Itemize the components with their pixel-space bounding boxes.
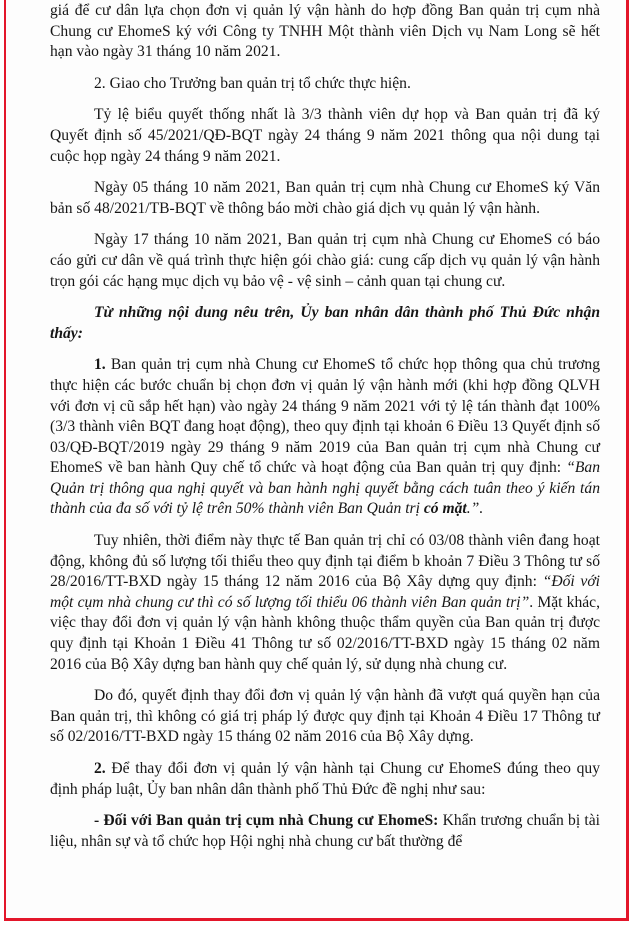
page-frame — [4, 0, 629, 921]
recommendation-number: 2. — [94, 760, 106, 777]
paragraph-assignment: 2. Giao cho Trưởng ban quản trị tổ chức thực hiện. — [94, 74, 411, 92]
finding-1-quote-bold: có mặt — [423, 500, 467, 518]
paragraph-report-oct-17: Ngày 17 tháng 10 năm 2021, Ban quản trị cụm nhà Chung cư EhomeS có báo cáo gửi cư dân về quá trình thực hiện gói chào giá: cung cấp dịch vụ quản lý vận hành trọn gói các hạng mục dịch vụ bảo vệ - vệ sinh – cảnh quan tại chung cư. — [50, 231, 600, 290]
recommendation-text: Để thay đổi đơn vị quản lý vận hành tại Chung cư EhomeS đúng theo quy định pháp luật, Ủy ban nhân dân thành phố Thủ Đức đề nghị như sau: — [50, 760, 600, 798]
paragraph-recommendation — [50, 759, 600, 800]
however-text: Tuy nhiên, thời điểm này thực tế Ban quản trị chỉ có 03/08 thành viên đang hoạt động, không đủ số lượng tối thiểu theo quy định tại điểm b khoản 7 Điều 3 Thông tư số 28/2016/TT-BXD ngày 15 tháng 12 năm 2016 của Bộ Xây dựng quy định: — [50, 532, 600, 591]
board-action-label: - Đối với Ban quản trị cụm nhà Chung cư EhomeS: — [94, 812, 439, 830]
document-body — [50, 0, 600, 852]
board-action-text: Khẩn trương chuẩn bị tài liệu, nhân sự và tổ chức họp Hội nghị nhà chung cư bất thường để — [50, 812, 600, 850]
paragraph-therefore: Do đó, quyết định thay đổi đơn vị quản lý vận hành đã vượt quá quyền hạn của Ban quản trị, thì không có giá trị pháp lý được quy định tại Khoản 4 Điều 17 Thông tư số 02/2016/TT-BXD ngày 15 tháng 02 năm 2016 của Bộ Xây dựng. — [50, 687, 600, 746]
finding-1-text: Ban quản trị cụm nhà Chung cư EhomeS tổ chức họp thông qua chủ trương thực hiện các bước chuẩn bị chọn đơn vị quản lý vận hành mới (khi hợp đồng QLVH với đơn vị cũ sắp hết hạn) vào ngày 24 tháng 9 năm 2021 với tỷ lệ tán thành đạt 100% (3/3 thành viên BQT đang hoạt động), theo quy định tại khoản 6 Điều 13 Quyết định số 03/QĐ-BQT/2019 ngày 29 tháng 9 năm 2019 của Ban quản trị cụm nhà Chung cư EhomeS về ban hành Quy chế tổ chức và hoạt động của Ban quản trị quy định: — [50, 356, 600, 477]
finding-1-number: 1. — [94, 356, 106, 374]
paragraph-vote-ratio: Tỷ lệ biểu quyết thống nhất là 3/3 thành viên dự họp và Ban quản trị đã ký Quyết định số 45/2021/QĐ-BQT ngày 24 tháng 9 năm 2021 thông qua nội dung tại cuộc họp ngày 24 tháng 9 năm 2021. — [50, 106, 600, 165]
paragraph-findings-heading: Từ những nội dung nêu trên, Ủy ban nhân dân thành phố Thủ Đức nhận thấy: — [50, 304, 600, 342]
finding-1-quote: “Ban Quản trị thông qua nghị quyết và ban hành nghị quyết bằng cách tuân theo ý kiến tán thành của đa số với tỷ lệ trên 50% thành viên Ban Quản trị — [50, 459, 600, 518]
paragraph-board-action — [50, 811, 600, 852]
paragraph-continuation: giá để cư dân lựa chọn đơn vị quản lý vận hành do hợp đồng Ban quản trị cụm nhà Chung cư EhomeS ký với Công ty TNHH Một thành viên Dịch vụ Nam Long sẽ hết hạn vào ngày 31 tháng 10 năm 2021. — [50, 2, 600, 61]
paragraph-finding-1 — [50, 355, 600, 520]
however-quote: “Đối với một cụm nhà chung cư thì có số lượng tối thiểu 06 thành viên Ban quản trị” — [50, 573, 600, 611]
finding-1-quote-end: .”. — [466, 500, 484, 518]
paragraph-however — [50, 531, 600, 675]
however-end: . Mặt khác, việc thay đổi đơn vị quản lý vận hành không thuộc thẩm quyền của Ban quản trị được quy định tại Khoản 1 Điều 41 Thông tư số 02/2016/TT-BXD ngày 15 tháng 02 năm 2016 của Bộ Xây dựng ban hành quy chế quản lý, sử dụng nhà chung cư. — [50, 593, 600, 673]
paragraph-notice-oct-05: Ngày 05 tháng 10 năm 2021, Ban quản trị cụm nhà Chung cư EhomeS ký Văn bản số 48/2021/TB-BQT về thông báo mời chào giá dịch vụ quản lý vận hành. — [50, 179, 600, 217]
